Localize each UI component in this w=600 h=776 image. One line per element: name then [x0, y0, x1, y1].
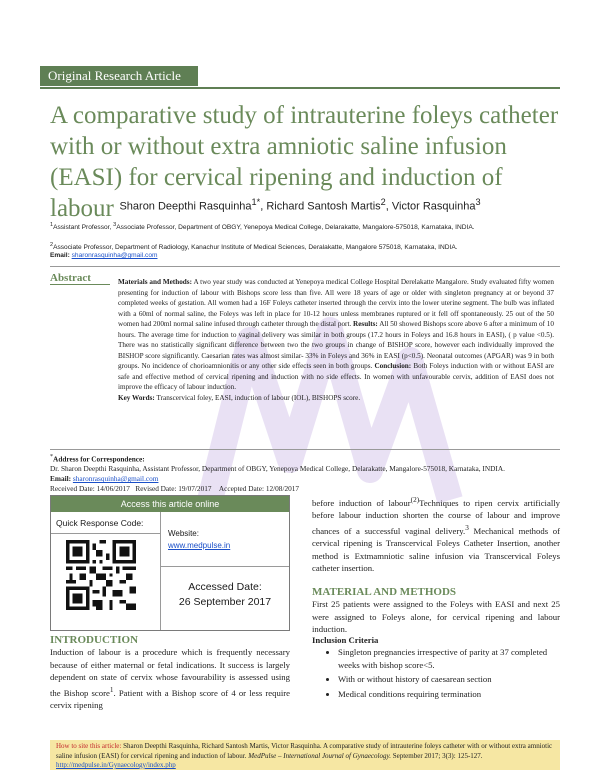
- intro-continued-text: before induction of labour$^{(2)}$Techniques to ripen cervix artificially before labour induction shorten the course of labour and improve chances of a successful vaginal delivery.$^3$ Mechanical methods of cervical ripening is Transcervical Foleys Catheter Insertion, another method is Extmamniotic saline infusion via Transcervical Foleys catheter insertion.: [312, 496, 561, 574]
- divider: [51, 533, 160, 534]
- paper-title: A comparative study of intrauterine foleys catheter with or without extra amniotic saline infusion (EASI) for cervical ripening and induction of labour: [50, 102, 559, 222]
- journal-url-link[interactable]: http://medpulse.in/Gynaecology/index.php: [56, 761, 176, 769]
- qr-label: Quick Response Code:: [56, 518, 144, 528]
- header-divider: [40, 87, 560, 89]
- divider: [50, 449, 560, 450]
- list-item: • Medical conditions requiring termination: [338, 688, 560, 701]
- materials-methods-heading: MATERIAL AND METHODS: [312, 586, 457, 598]
- materials-methods-text: First 25 patients were assigned to the Foleys with EASI and next 25 were assigned to Foleys alone, for cervical ripening and labour induction.: [312, 599, 560, 634]
- inclusion-criteria-list: [318, 646, 560, 702]
- affiliation-2: $^2$Associate Professor, Department of Radiology, Kanachur Institute of Medical Sciences, Deralakatte, Mangalore 575018, Karnataka, INDIA.: [50, 242, 458, 252]
- website-block: Website: www.medpulse.in: [168, 529, 231, 550]
- website-link[interactable]: www.medpulse.in: [168, 541, 231, 550]
- revised-date: Revised Date: 19/07/2017: [135, 484, 212, 494]
- divider: [161, 566, 289, 567]
- received-date: Received Date: 14/06/2017: [50, 484, 130, 494]
- author-3: Victor Rasquinha: [391, 200, 476, 213]
- correspondence-block: *Address for Correspondence: Dr. Sharon Deepthi Rasquinha, Assistant Professor, Department of OBGY, Yenepoya Medical College, Delarakatte, Mangalore-575018, Karnataka, INDIA. Email: sharonrasquinha@gmail.com Received Date: 14/06/2017 Revised Date: 19/07/2017 Accepted Date: 12/08/2017: [50, 452, 560, 504]
- abstract-body: Materials and Methods: A two year study was conducted at Yenepoya medical College Hospital Derelakatte Mangalore. Study evaluated fifty women presenting for induction of labour with Bishops score less than five. All were 18 years of age or older with singleton pregnancy at or beyond 37 completed weeks of gestation. All women had a 16F Foleys catheter inserted through the cervix into the lower uterine segment. The bulb was inflated with a 60ml of normal saline, the Foleys was left in place for 10-12 hours unless membranes ruptured or it fell off spontaneously. 25 out of the 50 women had 200ml normal saline infused through catheter through the distal port. Results: All 50 showed Bishops score above 6 after a minimum of 10 hours. The average time for induction to vaginal delivery was similar in both groups (17.2 hours in Foleys and 16.8 hours in EASI), ( p value <0.5). There was no statistically significant difference between two the two groups in change of BISHOP score, however each individually improved the BISHOP score significantly. Caesarian rates was almost similar- 33% in Foleys and 36% in EASI (p<0.5). Neonatal outcomes (APGAR) was 9 in both groups. No incidence of chorioamnionitis or any other side effects seen in both groups. Conclusion: Both Foleys induction with or without EASI are safe and effective method of cervical ripening and induction with no side effects. In women with unfavourable cervix, addition of EASI does not improve the efficacy of labour induction. Key Words: Transcervical foley, EASI, induction of labour (IOL), BISHOPS score.: [118, 278, 554, 402]
- affiliation-1: $^1$Assistant Professor, $^3$Associate Professor, Department of OBGY, Yenepoya Medical College, Delarakatte, Mangalore-575018, Karnataka, INDIA.: [50, 222, 475, 232]
- article-type-badge: Original Research Article: [40, 66, 198, 86]
- divider: [50, 266, 560, 267]
- introduction-text: Induction of labour is a procedure which is frequently necessary because of either maternal or fetal indications. It success is largely dependent on state of cervix whose favourability is assessed using the Bishop score$^1$. Patient with a Bishop score of 4 or less require cervix ripening: [50, 647, 290, 710]
- abstract-heading: Abstract: [50, 272, 110, 285]
- list-item: • Singleton pregnancies irrespective of parity at 37 completed weeks with bishop score<5.: [338, 646, 560, 671]
- access-box-divider: [160, 512, 161, 630]
- inclusion-criteria-heading: Inclusion Criteria: [312, 635, 379, 645]
- accepted-date: Accepted Date: 12/08/2017: [218, 484, 300, 494]
- author-2: Richard Santosh Martis: [266, 200, 381, 213]
- access-online-heading: Access this article online: [51, 496, 289, 512]
- introduction-heading: INTRODUCTION: [50, 634, 139, 646]
- author-1: Sharon Deepthi Rasquinha: [119, 200, 252, 213]
- accessed-date-block: Accessed Date: 26 September 2017: [178, 581, 272, 608]
- affiliation-email: Email: sharonrasquinha@gmail.com: [50, 252, 158, 259]
- correspondence-address: Dr. Sharon Deepthi Rasquinha, Assistant Professor, Department of OBGY, Yenepoya Medical College, Delarakatte, Mangalore-575018, Karnataka, INDIA.: [50, 464, 505, 474]
- citation-footer: How to site this article: Sharon Deepthi Rasquinha, Richard Santosh Martis, Victor Rasquinha. A comparative study of intrauterine foleys catheter with or without extra amniotic saline infusion (EASI) for cervical ripening and induction of labour. MedPulse – International Journal of Gynaecology. September 2017; 3(3): 125-127. http://medpulse.in/Gynaecology/index.php: [50, 740, 560, 770]
- correspondence-email-link[interactable]: sharonrasquinha@gmail.com: [72, 474, 159, 484]
- author-list: Sharon Deepthi Rasquinha$^{1*}$, Richard Santosh Martis$^2$, Victor Rasquinha$^3$: [119, 197, 481, 213]
- author-email-link[interactable]: sharonrasquinha@gmail.com: [71, 252, 158, 259]
- qr-code-icon[interactable]: [66, 540, 136, 610]
- list-item: • With or without history of caesarean section: [338, 673, 560, 686]
